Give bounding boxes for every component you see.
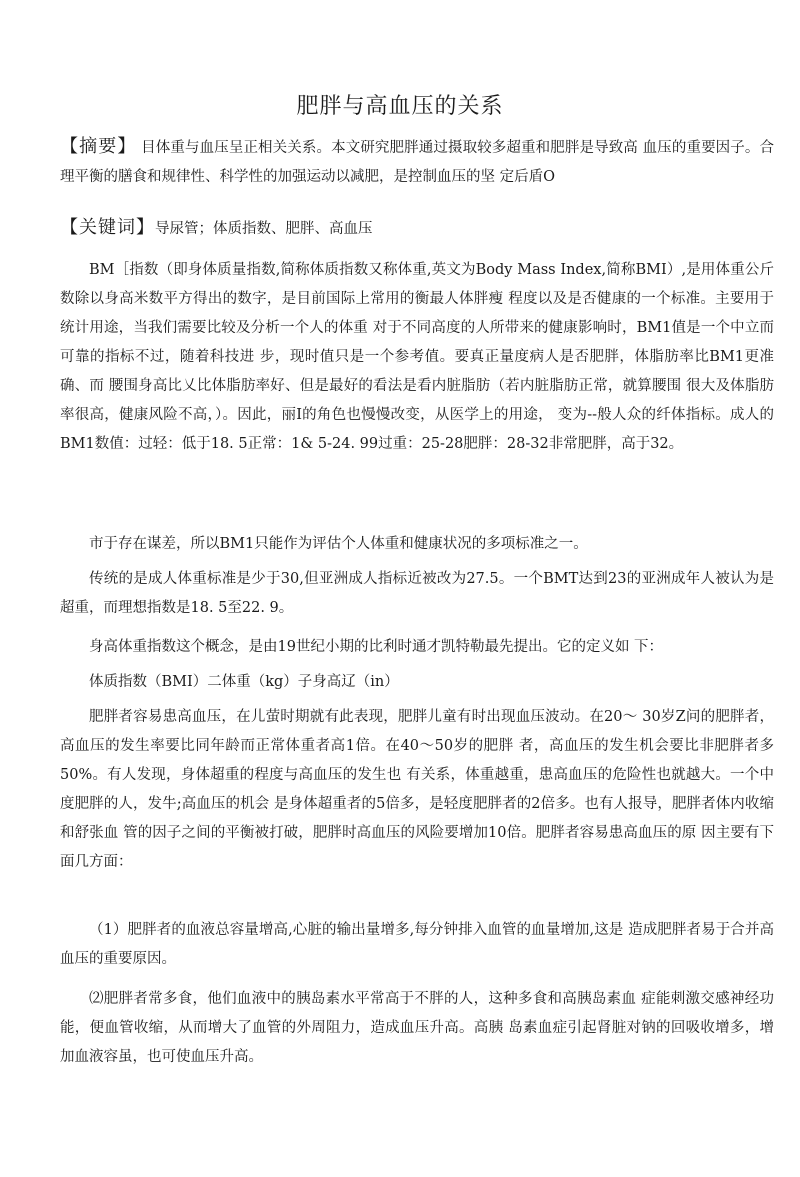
body-paragraph-asian-standard: 传统的是成人体重标准是少于30,但亚洲成人指标近被改为27.5。一个BMT达到23的亚洲成年人被认为是超重，而理想指数是18. 5至22. 9。 (60, 571, 774, 616)
body-paragraph-origin: 身高体重指数这个概念，是由19世纪小期的比利时通才凯特勒最先提出。它的定义如 下： (89, 639, 664, 655)
body-paragraph-reason-2: ⑵肥胖者常多食，他们血液中的胰岛素水平常高于不胖的人，这种多食和高胰岛素血 症能刺激交感神经功能，便血管收缩，从而增大了血管的外周阻力，造成血压升高。高胰 岛素血症引起肾脏对钠的回吸收增多，增加血液容虽，也可使血压升高。 (60, 991, 774, 1065)
abstract-label: 【摘要】 (60, 136, 137, 157)
keywords-text: 导尿管；体质指数、肥胖、高血压 (155, 221, 373, 237)
document-title: 肥胖与高血压的关系 (296, 94, 504, 119)
abstract-text: 目体重与血压呈正相关关系。本文研究肥胖通过摄取较多超重和肥胖是导致高 血压的重要因子。合理平衡的膳食和规律性、科学性的加强运动以减肥，是控制血压的坚 定后盾O (60, 140, 775, 185)
abstract-paragraph (60, 132, 774, 192)
body-paragraph-bmi-definition: BM［指数（即身体质量指数,简称体质指数又称体重,英文为Body Mass Index,简称BMI）,是用体重公斤数除以身高米数平方得出的数字，是目前国际上常用的衡最人体胖瘦 程度以及是否健康的一个标准。主要用于统计用途，当我们需要比较及分析一个人的体重 对于不同高度的人所带来的健康影响时，BM1值是一个中立而可靠的指标不过，随着科技进 步，现时值只是一个参考值。要真正量度病人是否肥胖，体脂肪率比BM1更准确、而 腰围身高比乂比体脂肪率好、但是最好的看法是看内脏脂肪（若内脏脂肪正常，就算腰围 很大及体脂肪率很高，健康风险不高，）。因此，丽I的角色也慢慢改变，从医学上的用途， 变为--般人众的纤体指标。成人的BM1数值：过轻：低于18. 5正常：1& 5-24. 99过重：25-28肥胖：28-32非常肥胖，高于32。 (60, 262, 774, 452)
keywords-paragraph (60, 213, 774, 244)
body-paragraph-error-margin: 市于存在谋差，所以BM1只能作为评估个人体重和健康状况的多项标准之一。 (89, 536, 588, 552)
body-paragraph-formula: 体质指数（BMI）二体重（kg）子身高辽（in） (89, 674, 399, 690)
body-paragraph-obesity-hypertension: 肥胖者容易患高血压，在儿萤时期就有此表现，肥胖儿童有时出现血压波动。在20～ 30岁Z问的肥胖者，高血压的发生率要比同年龄而正常体重者高1倍。在40～50岁的肥胖 者，高血压的发生机会要比非肥胖者多50%。有人发现，身体超重的程度与高血压的发生也 有关系，体重越重，患高血压的危险性也就越大。一个中度肥胖的人，发牛;高血压的机会 是身体超重者的5倍多，是轻度肥胖者的2倍多。也有人报导，肥胖者体内收缩和舒张血 管的因子之间的平衡被打破，肥胖时高血压的风险要增加10倍。肥胖者容易患高血压的原 因主要有下面几方面： (60, 709, 774, 870)
keywords-label: 【关键词】 (60, 217, 155, 238)
body-paragraph-reason-1: （1）肥胖者的血液总容量增高,心脏的输出量增多,每分钟排入血管的血量增加,这是 造成肥胖者易于合并高血压的重要原因。 (60, 922, 774, 967)
